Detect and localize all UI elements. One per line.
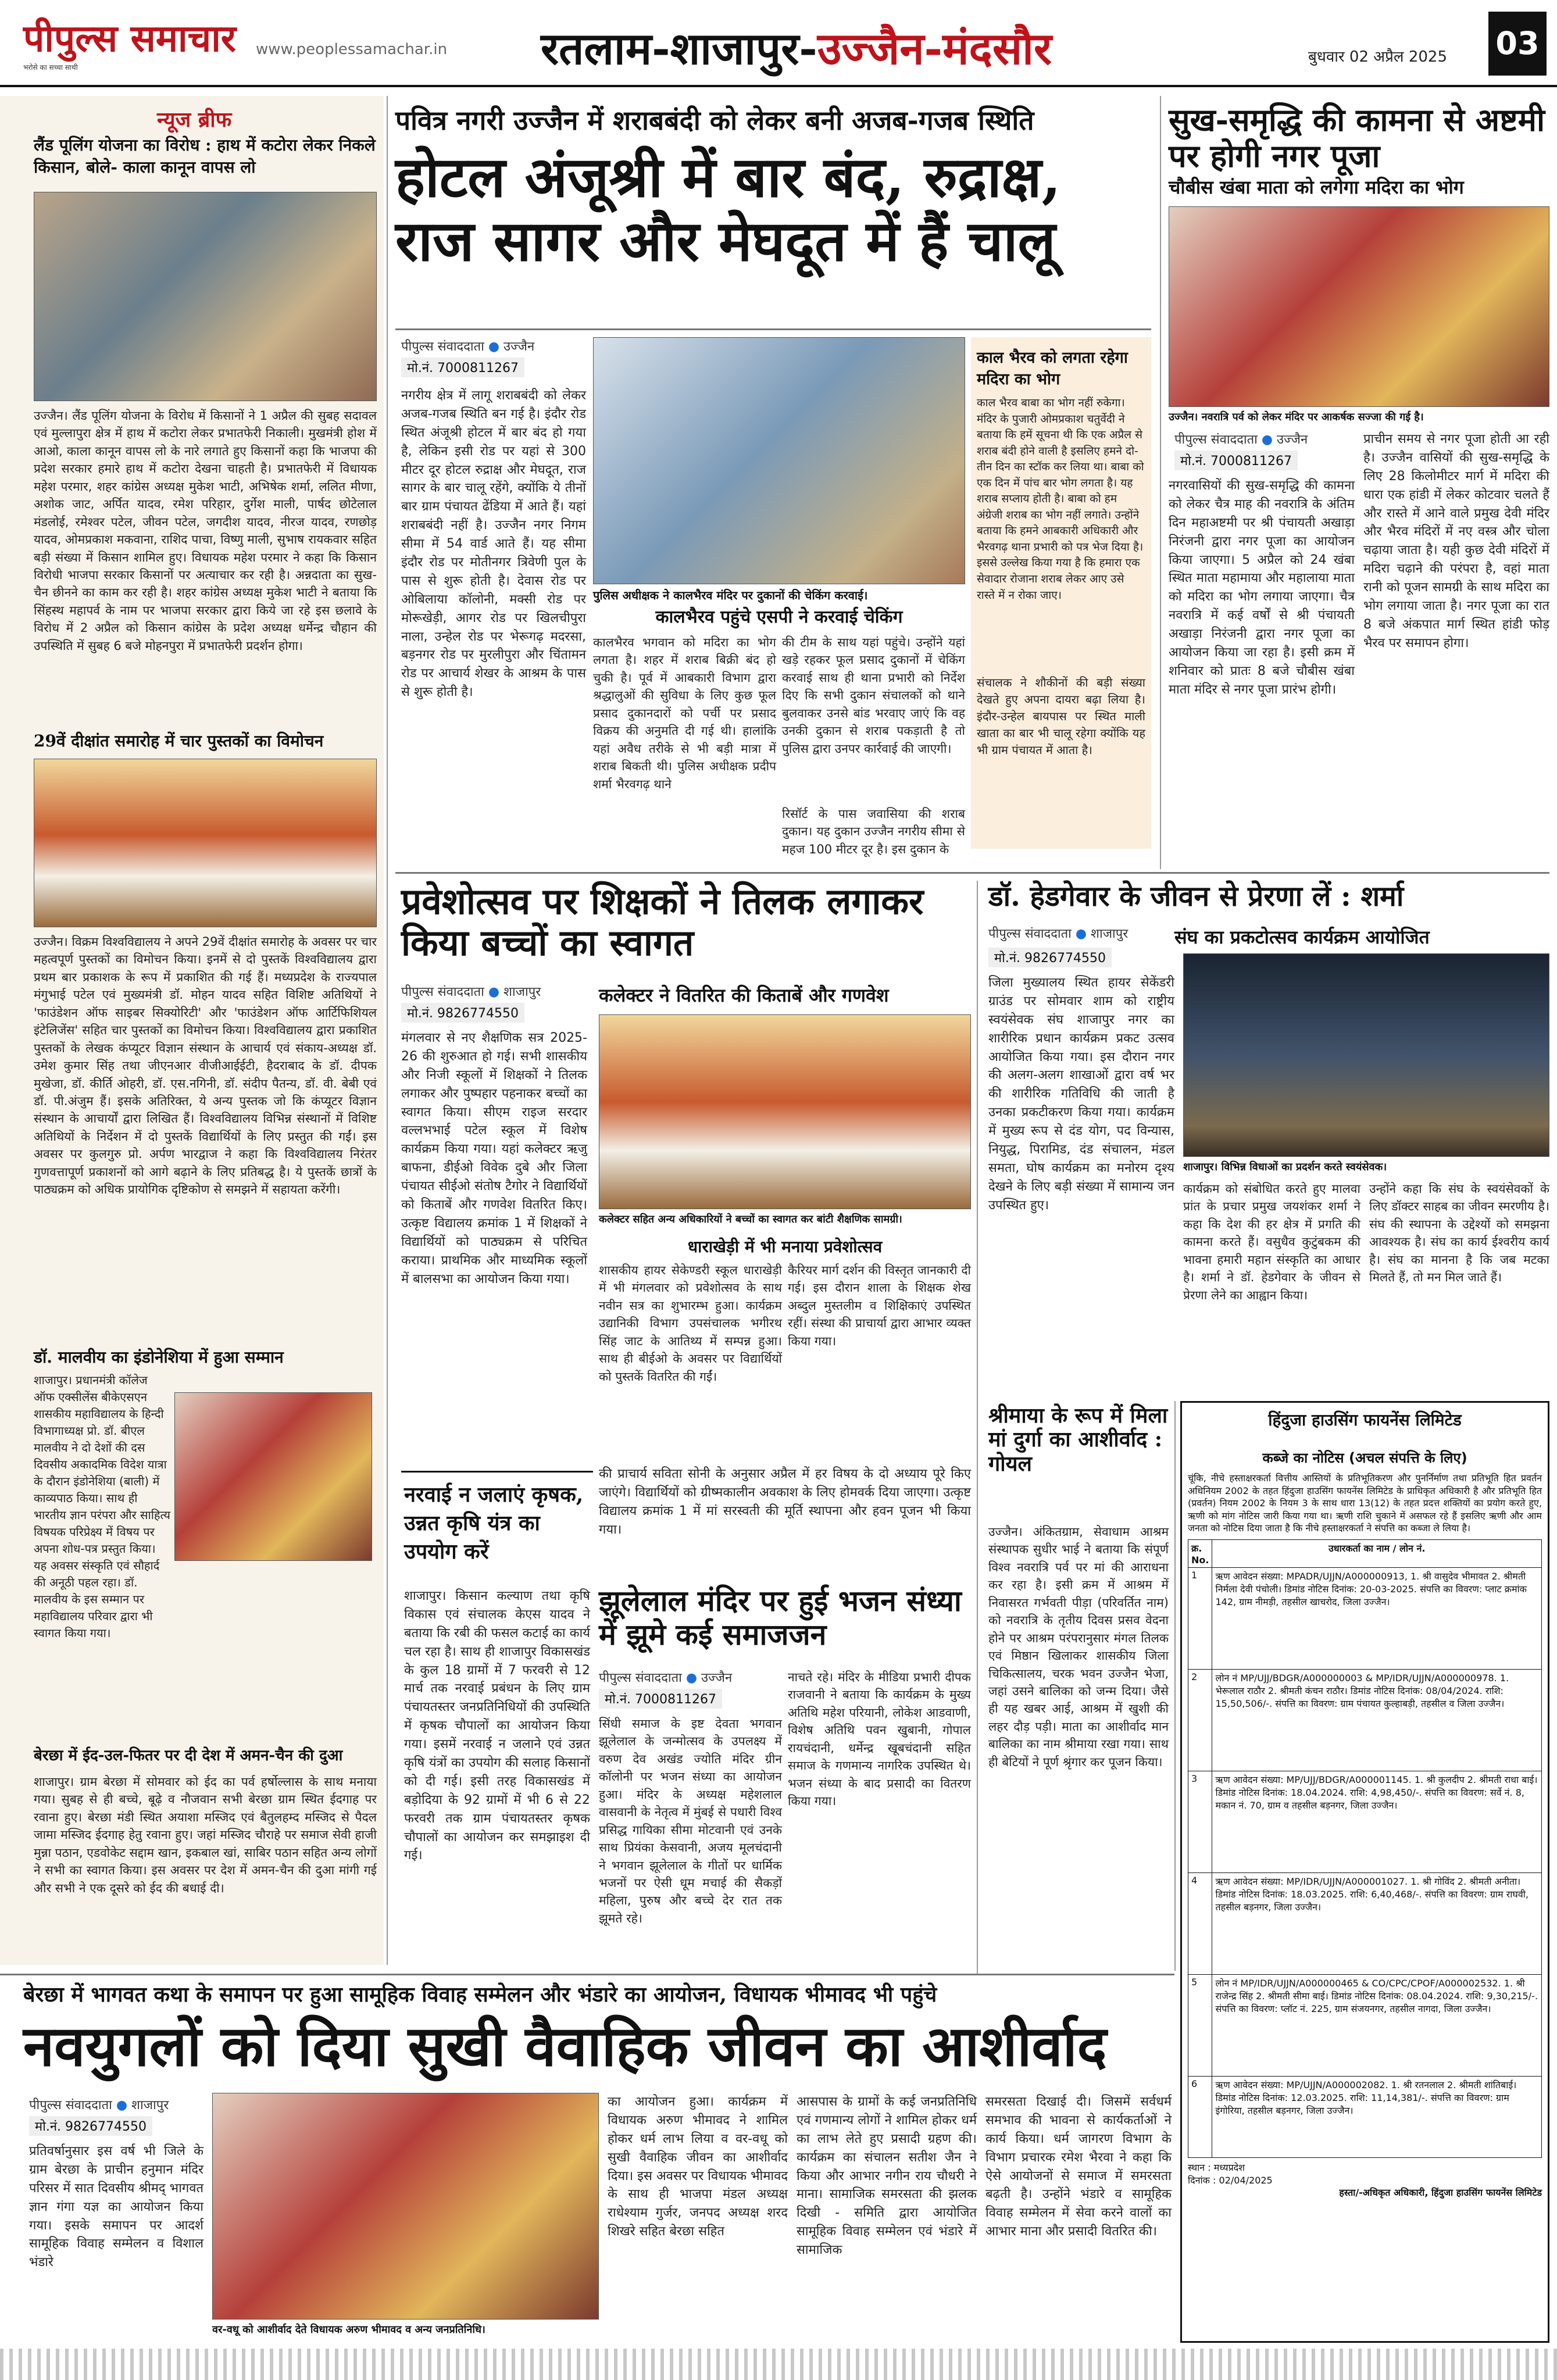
puja-headline[interactable]: सुख-समृद्धि की कामना से अष्टमी पर होगी नगर पूजा (1169, 101, 1545, 175)
lead-mobile: मो.नं. 7000811267 (401, 358, 524, 377)
byline-city: शाजापुर (503, 985, 541, 999)
dateline: बुधवार 02 अप्रैल 2025 (1308, 48, 1447, 66)
lead-rule (395, 328, 1151, 330)
farm-body: शाजापुर। किसान कल्याण तथा कृषि विकास एवं संचालक केएस यादव ने बताया कि रबी की फसल कटाई का कार्य चल रहा है। साथ ही शाजापुर विकासखंड के कुल 18 ग्रामों में 7 फरवरी से 12 मार्च तक नरवाई प्रबंधन के लिए ग्राम पंचायतस्तर जनप्रतिनिधियों की उपस्थिति में कृषक चौपालों का आयोजन किया गया। इसमें नरवाई न जलाने एवं उन्नत कृषि यंत्रों का उपयोग की सलाह किसानों को दी गई। इसी तरह विकासखंड में बड़ोदिया के 92 ग्रामों में भी 6 से 22 फरवरी तक ग्राम पंचायतस्तर कृषक चौपालों का आयोजन कर समझाइश दी गई। (404, 1589, 590, 1863)
lead-subhead[interactable]: कालभैरव पहुंचे एसपी ने करवाई चेकिंग (655, 607, 903, 627)
brief-headline-1[interactable]: लैंड पूलिंग योजना का विरोध : हाथ में कटोरा लेकर निकले किसान, बोले- काला कानून वापस लो (34, 135, 376, 177)
byline-city: उज्जैन (503, 340, 535, 354)
farm-headline[interactable]: नरवाई न जलाएं कृषक, उन्नत कृषि यंत्र का उपयोग करें (404, 1482, 584, 1564)
row-text: ऋण आवेदन संख्या: MP/UJJ/BDGR/A000001145. 1. श्री कुलदीप 2. श्रीमती राधा बाई। डिमांड नोटिस दिनांक: 18.04.2024. राशि: 4,98,450/-. संपत्ति का विवरण: सर्वे नं. 8, मकान नं. 70, ग्राम व तहसील बड़नगर, जिला उज्जैन। (1212, 1771, 1542, 1872)
protest-photo (34, 192, 377, 401)
convocation-photo (34, 759, 377, 927)
lead-kicker: पवित्र नगरी उज्जैन में शराबबंदी को लेकर बनी अजब-गजब स्थिति (395, 105, 1034, 136)
rss-body-1: जिला मुख्यालय स्थित हायर सेकेंडरी ग्राउंड पर सोमवार शाम को राष्ट्रीय स्वयंसेवक संघ शाजापुर नगर का शारीरिक प्रधान कार्यक्रम प्रकट उत्सव आयोजित किया गया। इस दौरान नगर की अलग-अलग शाखाओं द्वारा वर्ष भर की शारीरिक गतिविधि की जाती है उनका प्रकटीकरण किया गया। कार्यक्रम में मुख्य रूप से दंड योग, पद विन्यास, नियुद्ध, पिरामिड, दंड संचालन, मंडल समता, घोष कार्यक्रम का मनोरम दृश्य देखने के लिए बड़ी संख्या में सामान्य जन उपस्थित हुए। (988, 975, 1174, 1213)
school-headline[interactable]: प्रवेशोत्सव पर शिक्षकों ने तिलक लगाकर किया बच्चों का स्वागत (401, 880, 924, 964)
brief-headline-2[interactable]: 29वें दीक्षांत समारोह में चार पुस्तकों का विमोचन (34, 731, 324, 751)
section-title-a: रतलाम-शाजापुर- (541, 23, 817, 74)
byline-city: शाजापुर (1091, 927, 1129, 941)
wedding-caption: वर-वधू को आशीर्वाद देते विधायक अरुण भीमावद व अन्य जनप्रतिनिधि। (212, 2324, 485, 2336)
sidebar-body-2: संचालक ने शौकीनों की बड़ी संख्या देखते हुए अपना दायरा बढ़ा लिया है। इंदौर-उन्हेल बायपास पर स्थित माली खाता का बार भी चालू रहेगा क्योंकि यह भी ग्राम पंचायत में आता है। (977, 676, 1145, 757)
byline-city: उज्जैन (1277, 433, 1308, 447)
durga-body: उज्जैन। अंकितग्राम, सेवाधाम आश्रम संस्थापक सुधीर भाई ने बताया कि संपूर्ण विश्व नवरात्रि पर्व पर मां की आराधना कर रहा है। इसी क्रम में आश्रम में निवासरत गर्भवती पीड़ा (परिवर्तित नाम) को नवरात्रि के तृतीय दिवस प्रसव वेदना होने पर आश्रम परंपरानुसार मंगल तिलक एवं मिष्ठान खिलाकर शासकीय जिला चिकित्सालय, चरक भवन उज्जैन भेजा, जहां उसने बालिका को जन्म दिया। जैसे ही यह खबर आई, आश्रम में खुशी की लहर दौड़ पड़ी। माता का आशीर्वाद मान बालिका का नाम श्रीमाया रखा गया। साथ ही बेटियों ने पूर्ण श्रृंगार कर पूजन किया। (988, 1525, 1169, 1769)
row-text: लोन नं MP/UJJ/BDGR/A000000003 & MP/IDR/UJJN/A000000978. 1. भेरूलाल राठौर 2. श्रीमती कंचन राठौर। डिमांड नोटिस दिनांक: 08/04/2024. राशि: 15,50,506/-. संपत्ति का विवरण: ग्राम पंचायत कुल्हाबड़ी, तहसील व जिला उज्जैन। (1212, 1669, 1542, 1771)
sp-checking-photo (593, 337, 965, 584)
school-body-4: की प्राचार्य सविता सोनी के अनुसार अप्रैल में हर विषय के दो अध्याय पूरे किए जाएंगे। विद्यार्थियों को ग्रीष्मकालीन अवकाश के लिए होमवर्क दिया जाएगा। उत्कृष्ट विद्यालय क्रमांक 1 में मां सरस्वती की मूर्ति स्थापना और हवन पूजन भी किया गया। (599, 1467, 971, 1537)
wedding-body-3: आसपास के ग्रामों के कई जनप्रतिनिधि एवं गणमान्य लोगों ने शामिल होकर धर्म का लाभ लेते हुए प्रसादी ग्रहण की। कार्यक्रम का संचालन सतीश जैन ने किया और आभार नगीन राय चौधरी ने माना। सामाजिक समरसता की झलक दिखी - समिति द्वारा आयोजित सामूहिक विवाह सम्मेलन एवं भंडारे में सामाजिक (797, 2095, 977, 2258)
byline-name: पीपुल्स संवाददाता (29, 2098, 112, 2113)
brief-headline-3[interactable]: डॉ. मालवीय का इंडोनेशिया में हुआ सम्मान (34, 1348, 284, 1367)
bhajan-body-1: सिंधी समाज के इष्ट देवता भगवान झूलेलाल के जन्मोत्सव के उपलक्ष्य में वरुण देव अखंड ज्योति मंदिर ग्रीन कॉलोनी पर भजन संध्या का आयोजन हुआ। मंदिर के अध्यक्ष महेशलाल वासवानी के नेतृत्व में मुंबई से पधारी विश्व प्रसिद्ध गायिका सीमा मोटवानी एवं उनके साथ प्रियंका केसवानी, अजय मूलचंदानी ने भगवान झूलेलाल के गीतों पर धार्मिक भजनों पर ऐसी धूम मचाई की सैकड़ों महिला, पुरुष और बच्चे देर रात तक झूमते रहे। (599, 1717, 782, 1925)
section-title-b: उज्जैन-मंदसौर (817, 23, 1052, 74)
brief-body-1: उज्जैन। लैंड पूलिंग योजना के विरोध में किसानों ने 1 अप्रैल की सुबह सदावल एवं मुल्लापुरा क्षेत्र में हाथ में कटोरा लेकर प्रभातफेरी निकाली। मुखमंत्री होश में आओ, काला कानून वापस लो के नारे लगाते हुए किसानों कहा कि भाजपा की प्रदेश सरकार हमारे हाथ में कटोरा देखना चाहती है। प्रभातफेरी में विधायक महेश परमार, शहर कांग्रेस अध्यक्ष मुकेश भाटी, अभिषेक शर्मा, ललित मीणा, अशोक जाट, अर्पित यादव, रमेश परिहार, दुर्गेश माली, पार्षद छोटेलाल मंडलोई, रमेश्वर पटेल, जीवन पटेल, जगदीश यादव, नीरज यादव, रणछोड़ यादव, ओमप्रकाश मकवाना, राशिद पाचा, विष्णु माली, सुभाष रायकवार सहित बड़ी संख्या में किसान शामिल हुए। विधायक महेश परमार ने कहा कि किसान विरोधी भाजपा सरकार किसानों पर अत्याचार कर रही है। अन्नदाता का सुख-चैन छीनने का काम कर रही है। शहर कांग्रेस अध्यक्ष मुकेश भाटी ने बताया कि सिंहस्थ महापर्व के नाम पर भाजपा सरकार द्वारा किये जा रहे इस छलावे के विरोध में 2 अप्रैल को किसान कांग्रेस के प्रदेश अध्यक्ष धर्मेन्द्र चौहान की उपस्थिति में सुबह 6 बजे मोहनपुरा में प्रभातफेरी प्रदर्शन होगा। (34, 409, 377, 653)
lead-photo-caption: पुलिस अधीक्षक ने कालभैरव मंदिर पर दुकानों की चेकिंग करवाई। (593, 588, 868, 602)
notice-date: दिनांक : 02/04/2025 (1188, 2174, 1273, 2186)
brief-body-2: उज्जैन। विक्रम विश्वविद्यालय ने अपने 29वें दीक्षांत समारोह के अवसर पर चार महत्वपूर्ण पुस्तकों का विमोचन किया। इनमें से दो पुस्तकें विश्वविद्यालय द्वारा प्रथम बार प्रकाशक के रूप में प्रकाशित की गई हैं। मध्यप्रदेश के राज्यपाल मंगुभाई पटेल एवं मुख्यमंत्री डॉ. मोहन यादव सहित विशिष्ट अतिथियों ने 'फाउंडेशन ऑफ साइबर सिक्योरिटी' और 'फाउंडेशन ऑफ आर्टिफिशियल इंटेलिजेंस' सहित चार पुस्तकों का विमोचन किया। विश्वविद्यालय द्वारा प्रकाशित पुस्तकों के लेखक कंप्यूटर विज्ञान संस्थान के आचार्य एवं संकाय-अध्यक्ष डॉ. उमेश कुमार सिंह तथा जीएनआर वीजीआईईटी, हैदराबाद के डॉ. दीपक मुखेजा, डॉ. कीर्ति ओहरी, डॉ. एस.नगिनी, डॉ. संदीप पैतन्य, डॉ. वी. बेबी एवं डॉ. पी.अंजुम हैं। इसके अतिरिक्त, ये अन्य पुस्तक जो कि कंप्यूटर विज्ञान संस्थान के आचार्यों द्वारा लिखित हैं। विश्वविद्यालय विभिन्न संस्थानों में विशिष्ट अतिथियों के निर्देशन में दो पुस्तकें विद्यार्थियों के लिए प्रस्तुत की गईं। इस अवसर पर कुलगुरु प्रो. अर्पण भारद्वाज ने कहा कि विश्वविद्यालय निरंतर गुणवत्तापूर्ण प्रकाशनों को आगे बढ़ाने के लिए प्रतिबद्ध है। ये पुस्तकें छात्रों के पाठ्यक्रम को अधिक प्रायोगिक दृष्टिकोण से समझने में सहायता करेंगी। (34, 935, 377, 1197)
table-row (1188, 1872, 1542, 1974)
brief-body-4: शाजापुर। ग्राम बेरछा में सोमवार को ईद का पर्व हर्षोल्लास के साथ मनाया गया। सुबह से ही बच्चे, बूढ़े व नौजवान सभी बेरछा ग्राम स्थित ईदगाह पर रवाना हुए। बेरछा मंडी स्थित अयाशा मस्जिद एवं बैतुलहम्द मस्जिद से पैदल जामा मस्जिद ईदगाह हेतु रवाना हुए। जहां मस्जिद चौराहे पर समाज सेवी हाजी मुन्ना पठान, एडवोकेट सद्दाम खान, इकबाल खां, साबिर पठान सहित अन्य लोगों ने सभी का स्वागत किया। इस अवसर पर देश में अमन-चैन की दुआ मांगी गई और सभी ने एक दूसरे को ईद की बधाई दी। (34, 1775, 377, 1895)
school-caption: कलेक्टर सहित अन्य अधिकारियों ने बच्चों का स्वागत कर बांटी शैक्षणिक सामग्री। (599, 1213, 902, 1225)
bhajan-headline[interactable]: झूलेलाल मंदिर पर हुई भजन संध्या में झूमे कई समाजजन (599, 1584, 962, 1652)
school-body-3: कैरियर मार्ग दर्शन की विस्तृत जानकारी दी गई। इस दौरान शाला के शिक्षक शेख अब्दुल मुस्तलीम व शिक्षिकाएं उपस्थित रहीं। संस्था की प्राचार्या द्वारा आभार व्यक्त किया गया। (788, 1263, 971, 1348)
rss-mobile: मो.नं. 9826774550 (988, 948, 1112, 967)
wedding-kicker: बेरछा में भागवत कथा के समापन पर हुआ सामूहिक विवाह सम्मेलन और भंडारे का आयोजन, विधायक भीमावद भी पहुंचे (23, 1982, 937, 2007)
notice-sign: हस्ता/-अधिकृत अधिकारी, हिंदुजा हाउसिंग फायनेंस लिमिटेड (1339, 2187, 1542, 2199)
puja-caption: उज्जैन। नवरात्रि पर्व को लेकर मंदिर पर आकर्षक सज्जा की गई है। (1169, 411, 1424, 423)
row-text: ऋण आवेदन संख्या: MPADR/UJJN/A000000913, 1. श्री वासुदेव भीमावत 2. श्रीमती निर्मला देवी पंचोली। डिमांड नोटिस दिनांक: 20-03-2025. संपत्ति का विवरण: प्लाट क्रमांक 142, ग्राम नीमड़ी, तहसील खाचरोद, जिला उज्जैन। (1212, 1567, 1542, 1669)
rss-subhead: संघ का प्रकटोत्सव कार्यक्रम आयोजित (1174, 926, 1430, 948)
lead-byline: पीपुल्स संवाददाता ● उज्जैन (401, 340, 535, 354)
byline-name: पीपुल्स संवाददाता (988, 927, 1072, 941)
table-row (1188, 1567, 1542, 1669)
rss-body-2: कार्यक्रम को संबोधित करते हुए मालवा प्रांत के प्रचार प्रमुख जयशंकर शर्मा ने कहा कि देश की हर क्षेत्र में प्रगति की कामना करते हैं। वसुधैव कुटुंबकम की भावना हमारी महान संस्कृति का आधार है। शर्मा ने डॉ. हेडगेवार के जीवन से प्रेरणा लेने का आह्वान किया। (1183, 1182, 1360, 1302)
puja-body-2: प्राचीन समय से नगर पूजा होती आ रही है। उज्जैन वासियों की सुख-समृद्धि के लिए 28 किलोमीटर मार्ग में मदिरा की धारा एक हांडी में लेकर कोटवार चलते हैं और रास्ते में आने वाले प्रमुख देवी मंदिर और भैरव मंदिरों में नए वस्त्र और चोला चढ़ाया जाता है। यही कुछ देवी मंदिरों में मदिरा चढ़ाने की परंपरा है, वहां माता रानी को पूजन सामग्री के साथ मदिरा का भोग लगाया जाता है। नगर पूजा का रात 8 बजे अंकपात मार्ग स्थित हांडी फोड़ भैरव पर समापन होगा। (1363, 432, 1549, 651)
table-row (1188, 2076, 1542, 2157)
news-brief-tag: न्यूज ब्रीफ (157, 108, 232, 132)
sidebar-body: काल भैरव बाबा का भोग नहीं रुकेगा। मंदिर के पुजारी ओमप्रकाश चतुर्वेदी ने बताया कि हमें सूचना थी कि एक अप्रैल से शराब बंदी होने वाली है इसलिए हमने दो-तीन दिन का स्टॉक कर लिया था। बाबा को एक दिन में पांच बार भोग लगता है। यह शराब सप्लाय होती है। बाबा को हम अंग्रेजी शराब का भोग नहीं लगाते। उन्होंने बताया कि हमने आबकारी अधिकारी और भैरवगढ़ थाना प्रभारी को पत्र भेज दिया है। इससे उल्लेख किया गया है कि हमारा एक सेवादार रोजाना शराब लेकर आए उसे रास्ते में न रोका जाए। (977, 396, 1144, 602)
byline-city: शाजापुर (131, 2098, 169, 2113)
lead-body-3: की टीम के साथ यहां पहुंचे। उन्होंने यहां खड़े रहकर फूल प्रसाद दुकानों में चेकिंग करवाई साथ ही थाना प्रभारी को निर्देश दिए कि सभी दुकान संचालकों को थाने बुलवाकर उनसे बांड भरवाए जाएं कि वह उनकी दुकान से शराब पकड़ाती है तो पुलिस द्वारा उनपर कार्रवाई की जाएगी। (782, 635, 965, 756)
row-no: 1 (1188, 1567, 1212, 1669)
notice-company: हिंदुजा हाउसिंग फायनेंस लिमिटेड (1268, 1410, 1462, 1430)
print-registration-strip (0, 2349, 1557, 2380)
rss-byline: पीपुल्स संवाददाता ● शाजापुर (988, 927, 1129, 941)
row-text: लोन नं MP/IDR/UJJN/A000000465 & CO/CPC/CPOF/A000002532. 1. श्री राजेन्द्र सिंह 2. श्रीमती सीमा बाई। डिमांड नोटिस दिनांक: 08.04.2024. राशि: 9,30,215/-. संपत्ति का विवरण: प्लॉट नं. 225, ग्राम संजयनगर, तहसील नागदा, जिला उज्जैन। (1212, 1974, 1542, 2076)
school-subhead-2[interactable]: धाराखेड़ी में भी मनाया प्रवेशोत्सव (687, 1237, 883, 1256)
section-rule (0, 1974, 1174, 1975)
row-no: 5 (1188, 1974, 1212, 2076)
table-row (1188, 1771, 1542, 1872)
bhajan-mobile: मो.नं. 7000811267 (599, 1689, 722, 1709)
school-photo (599, 1014, 971, 1209)
notice-place: स्थान : मध्यप्रदेश (1188, 2161, 1245, 2173)
wedding-photo (212, 2093, 599, 2320)
school-byline: पीपुल्स संवाददाता ● शाजापुर (401, 985, 541, 999)
byline-name: पीपुल्स संवाददाता (1174, 433, 1258, 447)
notice-intro: चूंकि, नीचे हस्ताक्षरकर्ता वित्तीय आस्तियों के प्रतिभूतिकरण और पुनर्निर्माण तथा प्रतिभूति हित प्रवर्तन अधिनियम 2002 के तहत हिंदुजा हाउसिंग फायनेंस लिमिटेड के प्राधिकृत अधिकारी है और प्रतिभूति हित (प्रवर्तन) नियम 2002 के नियम 3 के साथ धारा 13(12) के तहत प्रदत्त शक्तियों का प्रयोग करते हुए, ऋणी को मांग नोटिस जारी किया गया था। ऋणी राशि चुकाने में असफल रहे हैं इसलिए ऋणी और आम जनता को नोटिस दिया जाता है कि नीचे हस्ताक्षरकर्ता ने संपत्ति का कब्जा ले लिया है। (1188, 1473, 1542, 1534)
bhajan-body-2: नाचते रहे। मंदिर के मीडिया प्रभारी दीपक राजवानी ने बताया कि कार्यक्रम के मुख्य अतिथि महेश परियानी, लोकेश आडवाणी, विशेष अतिथि पवन खुबानी, गोपाल रायचंदानी, धर्मेन्द्र खूबचंदानी सहित समाज के गणमान्य नागरिक उपस्थित थे। भजन संध्या के बाद प्रसादी का वितरण किया गया। (788, 1670, 971, 1809)
school-body-1: मंगलवार से नए शैक्षणिक सत्र 2025-26 की शुरुआत हो गई। सभी शासकीय और निजी स्कूलों में शिक्षकों ने तिलक लगाकर और पुष्पहार पहनाकर बच्चों का स्वागत किया। सीएम राइज सरदार वल्लभभाई पटेल स्कूल में विशेष कार्यक्रम किया गया। यहां कलेक्टर ऋजु बाफना, डीईओ विवेक दुबे और जिला पंचायत सीईओ संतोष टैगोर ने विद्यार्थियों को किताबें और गणवेश वितरित किए। उत्कृष्ट विद्यालय क्रमांक 1 में शिक्षकों ने विद्यार्थियों को पाठ्यक्रम से परिचित कराया। प्राथमिक और माध्यमिक स्कूलों में बालसभा का आयोजन किया गया। (401, 1031, 587, 1287)
legal-notice (1180, 1401, 1549, 2343)
brief-headline-4[interactable]: बेरछा में ईद-उल-फितर पर दी देश में अमन-चैन की दुआ (34, 1747, 343, 1764)
column-divider (387, 96, 388, 1965)
row-no: 3 (1188, 1771, 1212, 1872)
row-no: 6 (1188, 2076, 1212, 2157)
section-title (541, 17, 1052, 77)
logo-tagline: भरोसे का सच्चा साथी (23, 63, 78, 72)
rss-headline[interactable]: डॉ. हेडगेवार के जीवन से प्रेरणा लें : शर्मा (988, 880, 1404, 913)
column-divider (1160, 96, 1161, 869)
school-subhead: कलेक्टर ने वितरित की किताबें और गणवेश (599, 984, 889, 1006)
rss-caption: शाजापुर। विभिन्न विधाओं का प्रदर्शन करते स्वयंसेवक। (1183, 1161, 1387, 1173)
brief-body-3: शाजापुर। प्रधानमंत्री कॉलेज ऑफ एक्सीलेंस बीकेएसएन शासकीय महाविद्यालय के हिन्दी विभागाध्यक्ष प्रो. डॉ. बीएल मालवीय ने दो देशों की दस दिवसीय अकादमिक विदेश यात्रा के दौरान इंडोनेशिया (बाली) में काव्यपाठ किया। साथ ही भारतीय ज्ञान परंपरा और साहित्य विषयक परिप्रेक्ष्य में विषय पर अपना शोध-पत्र प्रस्तुत किया। यह अवसर संस्कृति एवं सौहार्द की अनूठी पहल रहा। डॉ. मालवीय के इस सम्मान पर महाविद्यालय परिवार द्वारा भी स्वागत किया गया। (34, 1373, 170, 1640)
rss-drill-photo (1183, 953, 1549, 1157)
malviya-photo (174, 1392, 372, 1561)
wedding-byline: पीपुल्स संवाददाता ● शाजापुर (29, 2098, 169, 2113)
wedding-mobile: मो.नं. 9826774550 (29, 2116, 152, 2136)
row-no: 4 (1188, 1872, 1212, 1974)
notice-col-no: क्र. No. (1188, 1539, 1212, 1567)
byline-name: पीपुल्स संवाददाता (599, 1671, 682, 1685)
lead-headline[interactable]: होटल अंजूश्री में बार बंद, रुद्राक्ष, राज सागर और मेघदूत में हैं चालू (395, 144, 1061, 274)
column-divider (1174, 1401, 1176, 1971)
school-body-2: शासकीय हायर सेकेण्डरी स्कूल धाराखेड़ी में भी मंगलवार को प्रवेशोत्सव के साथ नवीन सत्र का शुभारम्भ हुआ। कार्यक्रम उद्यानिकी विभाग उपसंचालक भगीरथ सिंह जाट के आतिथ्य में सम्पन्न हुआ। साथ ही बीईओ के अवसर पर विद्यार्थियों को पुस्तकें वितरित की गईं। (599, 1263, 782, 1384)
temple-photo (1169, 206, 1549, 407)
masthead (0, 0, 1557, 87)
puja-subhead: चौबीस खंबा माता को लगेगा मदिरा का भोग (1169, 176, 1464, 198)
puja-mobile: मो.नं. 7000811267 (1174, 451, 1298, 470)
lead-body-4: रिसॉर्ट के पास जवासिया की शराब दुकान। यह दुकान उज्जैन नगरीय सीमा से महज 100 मीटर दूर है। इस दुकान के (782, 807, 965, 856)
lead-body-2: कालभैरव भगवान को मदिरा का भोग लगता है। शहर में शराब बिक्री बंद हो चुकी है। पूर्व में आबकारी विभाग द्वारा श्रद्धालुओं की सुविधा के लिए कुछ फूल प्रसाद दुकानदारों को पर्ची पर प्रसाद विक्रय की अनुमति दी गई थी। हालांकि यहां अवैध तरीके से भी बड़ी मात्रा में शराब बिकती थी। पुलिस अधीक्षक प्रदीप शर्मा भैरवगढ़ थाने (593, 635, 776, 791)
wedding-body-1: प्रतिवर्षानुसार इस वर्ष भी जिले के ग्राम बेरछा के प्राचीन हनुमान मंदिर परिसर में सात दिवसीय श्रीमद् भागवत ज्ञान गंगा यज्ञ का आयोजन किया गया। इसके समापन पर आदर्श सामूहिक विवाह सम्मेलन व विशाल भंडारे (29, 2144, 203, 2270)
brief-body-3b (34, 1570, 377, 1727)
newspaper-logo[interactable]: पीपुल्स समाचार भरोसे का सच्चा साथी (23, 17, 236, 72)
column-divider (977, 881, 978, 1974)
byline-name: पीपुल्स संवाददाता (401, 985, 484, 999)
table-row (1188, 1669, 1542, 1771)
wedding-body-2: का आयोजन हुआ। कार्यक्रम में विधायक अरुण भीमावद ने शामिल होकर धर्म लाभ लिया व वर-वधू को सुखी वैवाहिक जीवन का आशीर्वाद दिया। इस अवसर पर विधायक भीमावद के साथ ही भाजपा मंडल अध्यक्ष राधेश्याम गुर्जर, जनपद अध्यक्ष शरद शिखरे सहित बेरछा सहित (608, 2095, 788, 2239)
bhajan-byline: पीपुल्स संवाददाता ● उज्जैन (599, 1671, 733, 1685)
row-text: ऋण आवेदन संख्या: MP/UJJN/A000002082. 1. श्री रतनलाल 2. श्रीमती शांतिबाई। डिमांड नोटिस दिनांक: 12.03.2025. राशि: 11,14,381/-. संपत्ति का विवरण: ग्राम इंगोरिया, तहसील बड़नगर, जिला उज्जैन। (1212, 2076, 1542, 2157)
notice-col-detail: उधारकर्ता का नाम / लोन नं. (1212, 1539, 1542, 1567)
wedding-body-4: समरसता दिखाई दी। जिसमें सर्वधर्म समभाव की भावना से कार्यकर्ताओं ने कार्य किया। धर्म जागरण विभाग के विभाग प्रचारक रमेश भैरवा ने कहा कि ऐसे आयोजनों से समाज में समरसता बढ़ती है। उन्होंने भंडारे व सामूहिक विवाह सम्मेलन में सेवा करने वालों का आभार माना और प्रसादी वितरित की। (985, 2095, 1172, 2239)
school-mobile: मो.नं. 9826774550 (401, 1003, 524, 1023)
row-no: 2 (1188, 1669, 1212, 1771)
table-row (1188, 1974, 1542, 2076)
lead-body-1: नगरीय क्षेत्र में लागू शराबबंदी को लेकर अजब-गजब स्थिति बन गई है। इंदौर रोड स्थित अंजूश्री होटल में बार बंद हो गया है, लेकिन इसी रोड पर यहां से 300 मीटर दूर होटल रुद्राक्ष और मेघदूत, राज सागर के बार चालू रहेंगे, क्योंकि ये तीनों बार ग्राम पंचायत ढेंडिया में आते हैं। यहां शराबबंदी नहीं है। उज्जैन नगर निगम सीमा में 54 वार्ड आते हैं। यह सीमा इंदौर रोड पर मोतीनगर त्रिवेणी पुल के पास से शुरू होती है। देवास रोड पर ओबिलाया कॉलोनी, मक्सी रोड पर मोरूखेड़ी, आगर रोड पर खिलचीपुरा नाला, उन्हेल रोड पर भेरूगढ़ मदरसा, बड़नगर रोड पर मुरलीपुरा और चिंतामन रोड पर आचार्य शेखर के आश्रम के पास से शुरू होती है। (401, 388, 586, 700)
section-rule (395, 872, 1549, 874)
website-url[interactable]: www.peoplessamachar.in (256, 41, 448, 58)
sidebar-headline[interactable]: काल भैरव को लगता रहेगा मदिरा का भोग (977, 349, 1128, 388)
rss-body-3: उन्होंने कहा कि संघ के स्वयंसेवकों के लिए डॉक्टर साहब का जीवन स्मरणीय है। संघ की स्थापना के उद्देश्यों को समझना आवश्यक है। संघ का कार्य ईश्वरीय कार्य है। संघ का मानना है कि जब मटका मिलते हैं, तो मन मिल जाते हैं। (1369, 1182, 1549, 1285)
durga-headline[interactable]: श्रीमाया के रूप में मिला मां दुर्गा का आशीर्वाद : गोयल (988, 1403, 1168, 1476)
row-text: ऋण आवेदन संख्या: MP/IDR/UJJN/A000001027. 1. श्री गोविंद 2. श्रीमती अनीता। डिमांड नोटिस दिनांक: 18.03.2025. राशि: 6,40,468/-. संपत्ति का विवरण: ग्राम राघवी, तहसील बड़नगर, जिला उज्जैन। (1212, 1872, 1542, 1974)
puja-byline: पीपुल्स संवाददाता ● उज्जैन (1174, 433, 1308, 447)
wedding-headline[interactable]: नवयुगलों को दिया सुखी वैवाहिक जीवन का आशीर्वाद (23, 2013, 1107, 2079)
page-number: 03 (1488, 12, 1547, 76)
notice-table (1188, 1539, 1542, 2158)
byline-name: पीपुल्स संवाददाता (401, 340, 484, 354)
puja-body-1: नगरवासियों की सुख-समृद्धि की कामना को लेकर चैत्र माह की नवरात्रि के अंतिम दिन महाअष्टमी पर श्री पंचायती अखाड़ा निरंजनी द्वारा नगर पूजा का आयोजन किया जाएगा। 5 अप्रैल को 24 खंबा स्थित माता महामाया और महालाया माता को मदिरा का भोग लगाया जाएगा। चैत्र नवरात्रि में कई वर्षों से श्री पंचायती अखाड़ा निरंजनी द्वारा नगर पूजा का आयोजन किया जा रहा है। इसी क्रम में शनिवार को प्रातः 8 बजे चौबीस खंबा माता मंदिर से नगर पूजा प्रारंभ होगी। (1169, 478, 1355, 697)
byline-city: उज्जैन (701, 1671, 733, 1685)
notice-title: कब्जे का नोटिस (अचल संपत्ति के लिए) (1262, 1450, 1467, 1466)
